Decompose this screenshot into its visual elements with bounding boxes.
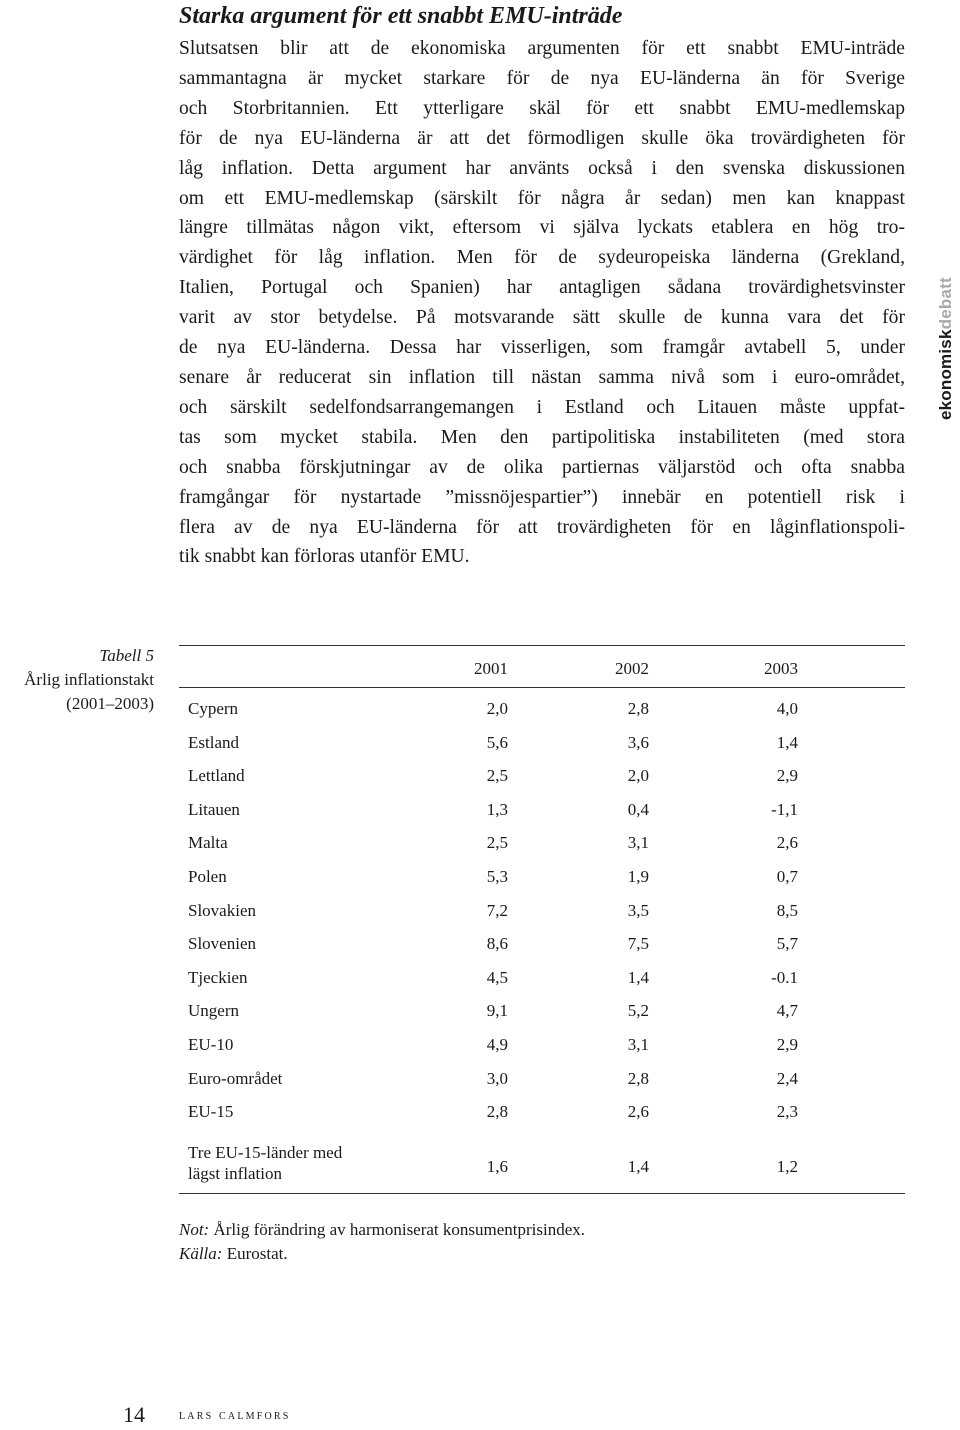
cell-2003: 8,5 [776, 900, 798, 920]
running-footer-author: lars calmfors [179, 1408, 291, 1423]
row-name: Euro-området [188, 1068, 283, 1088]
table-row [179, 1100, 905, 1124]
cell-2003: 2,9 [776, 766, 798, 786]
cell-2003: -1,1 [771, 799, 798, 819]
side-label-ekonomisk: ekonomisk [936, 329, 955, 420]
row-name: Polen [188, 867, 227, 886]
table-notes [179, 1218, 585, 1266]
row-name: Tjeckien [188, 967, 248, 987]
cell-2002: 3,1 [627, 833, 649, 853]
table-row [179, 764, 905, 788]
cell-2002: 1,4 [627, 967, 649, 987]
paragraph-line: de nya EU-länderna. Dessa har visserligen, som framgår avtabell 5, under [179, 337, 905, 359]
table-bottom-rule [179, 1193, 905, 1194]
table-row [179, 831, 905, 855]
row-name: Cypern [188, 699, 239, 718]
table-row [179, 731, 905, 755]
cell-2003: 4,7 [776, 1001, 798, 1021]
table-row [179, 697, 905, 721]
paragraph-line: värdighet för låg inflation. Men för de sydeuropeiska länderna (Grekland, [179, 247, 905, 269]
paragraph-line: låg inflation. Detta argument har använts också i den svenska diskussionen [179, 157, 905, 179]
cell-2001: 2,5 [486, 766, 508, 786]
cell-2002: 3,5 [627, 900, 649, 920]
cell-2001: 4,9 [486, 1035, 508, 1054]
section-heading: Starka argument för ett snabbt EMU-inträde [179, 3, 623, 29]
cell-2003: 1,4 [776, 732, 798, 752]
table-title: Årlig inflationstakt [24, 670, 154, 689]
column-header-2003: 2003 [764, 659, 798, 678]
cell-2003: -0.1 [771, 967, 798, 987]
cell-2003: 0,7 [776, 867, 798, 886]
source-label: Källa: [179, 1244, 223, 1263]
table-row [179, 999, 905, 1023]
row-name: Malta [188, 833, 228, 853]
cell-2001: 5,6 [486, 732, 508, 752]
paragraph-line: varit av stor betydelse. På motsvarande sätt skulle de kunna vara det för [179, 307, 905, 329]
row-name: Slovakien [188, 900, 256, 920]
cell-2002: 3,1 [627, 1035, 649, 1054]
paragraph-line: framgångar för nystartade ”missnöjespartier”) innebär en potentiell risk i [179, 486, 905, 508]
row-name-line1: Tre EU-15-länder med [188, 1143, 343, 1162]
journal-side-label [936, 277, 956, 420]
table-row [179, 1067, 905, 1091]
paragraph-line: flera av de nya EU-länderna för att trovärdigheten för en låginflationspoli- [179, 516, 905, 538]
paragraph-line: om ett EMU-medlemskap (särskilt för några år sedan) men kan knappast [179, 187, 905, 209]
note-label: Not: [179, 1220, 210, 1239]
row-name: Ungern [188, 1001, 239, 1021]
table-row [179, 966, 905, 990]
row-name [188, 1142, 342, 1184]
cell-2001: 9,1 [486, 1001, 508, 1021]
row-name: Estland [188, 732, 239, 752]
column-header-2001: 2001 [474, 659, 508, 678]
cell-2003: 2,4 [776, 1068, 798, 1088]
side-label-debatt: debatt [936, 277, 955, 330]
cell-2003: 1,2 [776, 1157, 798, 1176]
cell-2003: 2,9 [776, 1035, 798, 1054]
table-years: (2001–2003) [66, 694, 154, 713]
table-row [179, 1033, 905, 1057]
cell-2002: 5,2 [627, 1001, 649, 1021]
paragraph-line: och Storbritannien. Ett ytterligare skäl för ett snabbt EMU-medlemskap [179, 97, 905, 119]
table-row [179, 798, 905, 822]
paragraph-line: sammantagna är mycket starkare för de nya EU-länderna än för Sverige [179, 67, 905, 89]
cell-2001: 4,5 [486, 967, 508, 987]
cell-2002: 2,8 [627, 1068, 649, 1088]
table-row [179, 865, 905, 889]
cell-2003: 2,3 [776, 1102, 798, 1122]
cell-2001: 1,3 [486, 799, 508, 819]
row-name: Litauen [188, 799, 240, 819]
cell-2001: 2,5 [486, 833, 508, 853]
row-name: Lettland [188, 766, 245, 786]
cell-2002: 1,9 [627, 867, 649, 886]
cell-2002: 2,0 [627, 766, 649, 786]
table-note [179, 1218, 585, 1242]
page-number: 14 [123, 1402, 145, 1427]
paragraph-line: och snabba förskjutningar av de olika partiernas väljarstöd och ofta snabba [179, 456, 905, 478]
cell-2002: 1,4 [627, 1157, 649, 1176]
table-row [179, 932, 905, 956]
cell-2002: 0,4 [627, 799, 649, 819]
paragraph-line: senare år reducerat sin inflation till nästan samma nivå som i euro-området, [179, 366, 905, 388]
paragraph-line: tas som mycket stabila. Men den partipolitiska instabiliteten (med stora [179, 426, 905, 448]
paragraph-line: Italien, Portugal och Spanien) har antagligen sådana trovärdighetsvinster [179, 277, 905, 299]
cell-2002: 3,6 [627, 732, 649, 752]
cell-2002: 2,8 [627, 699, 649, 718]
column-header-2002: 2002 [615, 659, 649, 678]
cell-2003: 4,0 [776, 699, 798, 718]
cell-2001: 8,6 [486, 934, 508, 954]
cell-2003: 5,7 [776, 934, 798, 954]
table-number: Tabell 5 [99, 646, 154, 665]
paragraph-line: för de nya EU-länderna är att det förmodligen skulle öka trovärdigheten för [179, 127, 905, 149]
table-caption [0, 644, 154, 716]
cell-2002: 7,5 [627, 934, 649, 954]
cell-2002: 2,6 [627, 1102, 649, 1122]
cell-2001: 5,3 [486, 867, 508, 886]
paragraph-line: Slutsatsen blir att de ekonomiska argumenten för ett snabbt EMU-inträde [179, 38, 905, 59]
table-row [179, 899, 905, 923]
row-name-line2: lägst inflation [188, 1164, 282, 1183]
source-text: Eurostat. [222, 1244, 288, 1263]
row-name: EU-10 [188, 1035, 234, 1054]
table-row-lowest-inflation [179, 1143, 905, 1183]
table-header-rule [179, 687, 905, 688]
paragraph-line: och särskilt sedelfondsarrangemangen i Estland och Litauen måste uppfat- [179, 396, 905, 418]
paragraph-line: tik snabbt kan förloras utanför EMU. [179, 546, 470, 568]
cell-2001: 1,6 [486, 1157, 508, 1176]
table-source [179, 1242, 585, 1266]
cell-2001: 2,8 [486, 1102, 508, 1122]
cell-2001: 3,0 [486, 1068, 508, 1088]
cell-2003: 2,6 [776, 833, 798, 853]
cell-2001: 7,2 [486, 900, 508, 920]
body-paragraph [179, 34, 905, 572]
table-top-rule [179, 645, 905, 646]
row-name: EU-15 [188, 1102, 234, 1122]
paragraph-line: längre tillmätas någon vikt, eftersom vi själva lyckats etablera en hög tro- [179, 217, 905, 239]
cell-2001: 2,0 [486, 699, 508, 718]
note-text: Årlig förändring av harmoniserat konsumentprisindex. [209, 1220, 586, 1239]
row-name: Slovenien [188, 934, 256, 954]
